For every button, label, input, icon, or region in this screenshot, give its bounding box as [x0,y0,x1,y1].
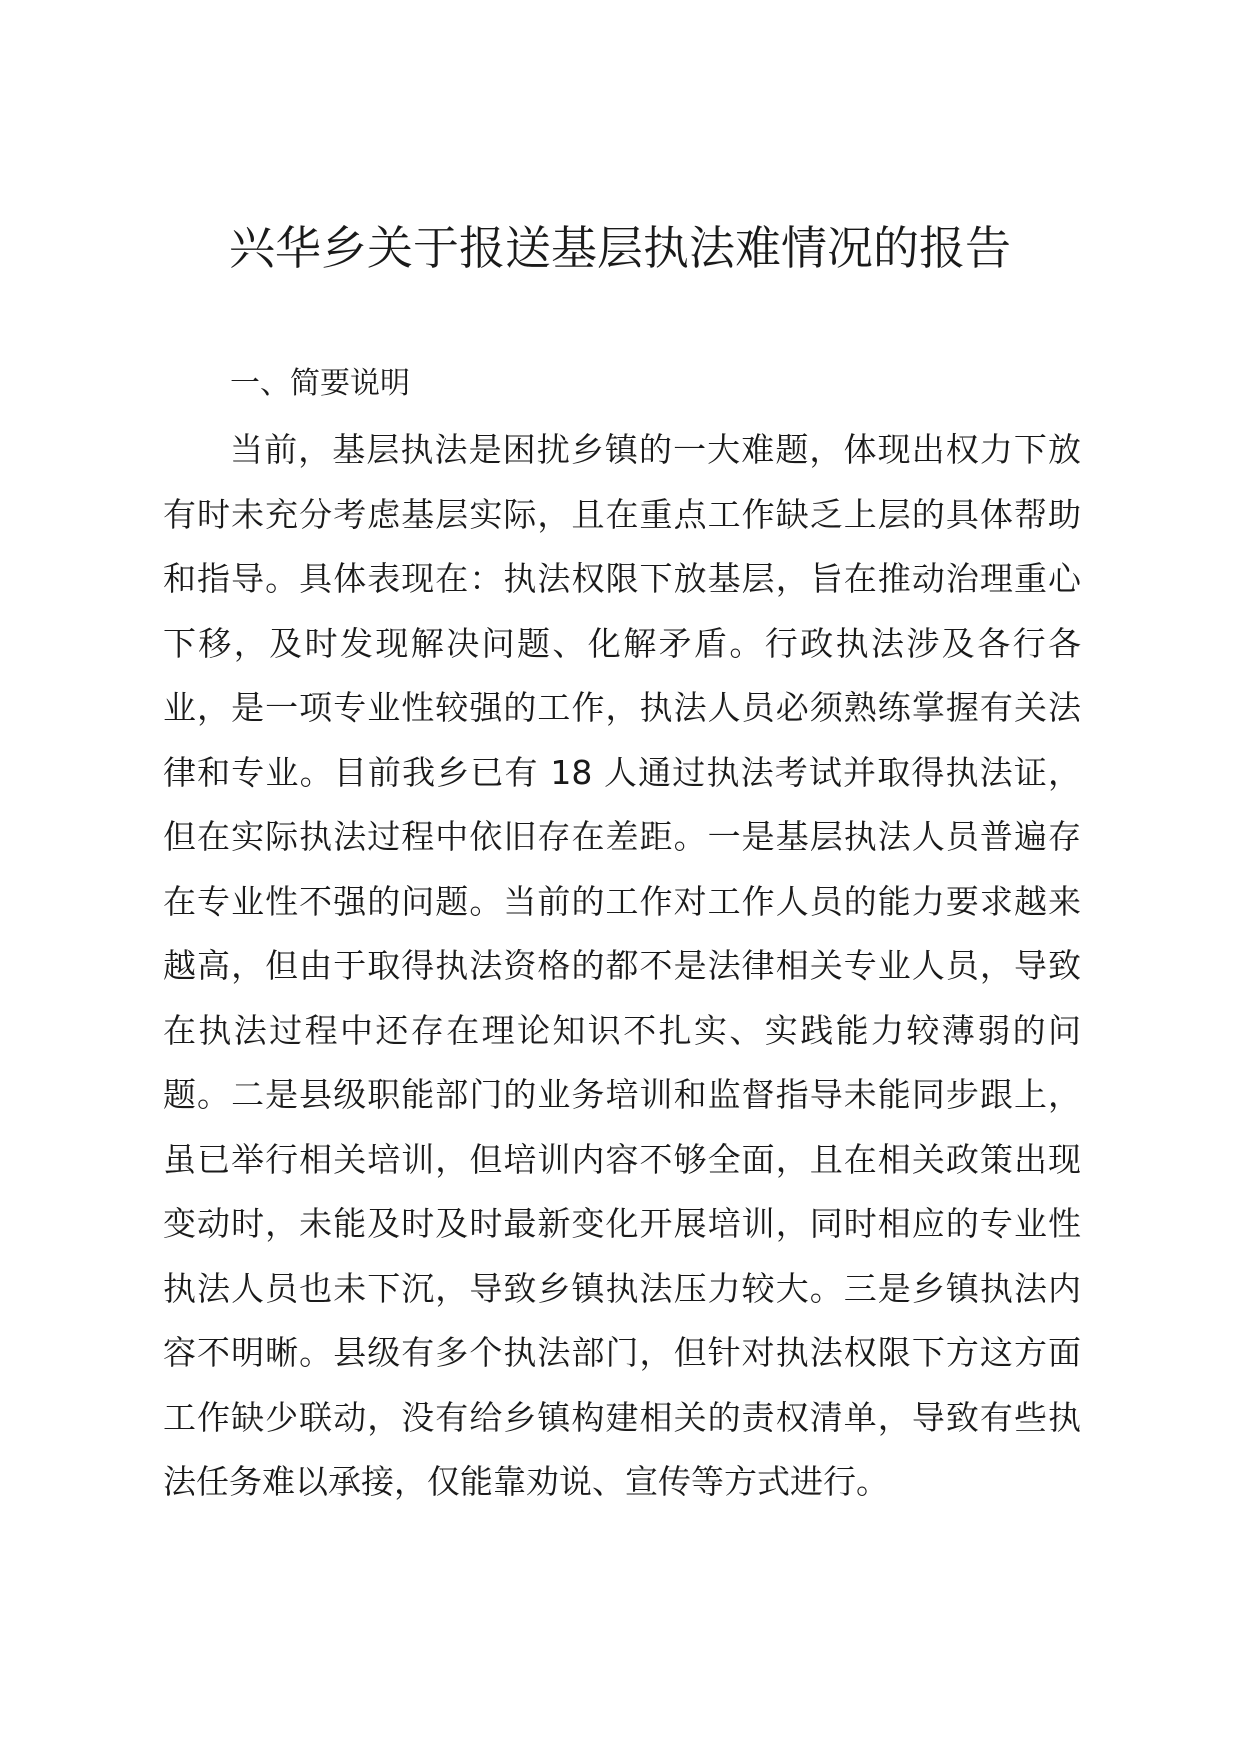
document-title: 兴华乡关于报送基层执法难情况的报告 [229,221,1011,275]
paragraph-line: 越高，但由于取得执法资格的都不是法律相关专业人员，导致 [163,946,1081,985]
paragraph-line: 在专业性不强的问题。当前的工作对工作人员的能力要求越来 [163,881,1081,921]
paragraph-line: 当前，基层执法是困扰乡镇的一大难题，体现出权力下放 [230,430,1081,469]
section-heading: 一、简要说明 [230,366,410,401]
paragraph-line: 业，是一项专业性较强的工作，执法人员必须熟练掌握有关法 [163,688,1081,727]
paragraph-line: 法任务难以承接，仅能靠劝说、宣传等方式进行。 [163,1462,889,1501]
paragraph-line: 容不明晰。县级有多个执法部门，但针对执法权限下方这方面 [163,1333,1081,1372]
paragraph-line: 下移，及时发现解决问题、化解矛盾。行政执法涉及各行各 [163,623,1081,663]
paragraph-line: 工作缺少联动，没有给乡镇构建相关的责权清单，导致有些执 [163,1397,1081,1437]
paragraph-line: 但在实际执法过程中依旧存在差距。一是基层执法人员普遍存 [163,817,1081,856]
paragraph-line: 律和专业。目前我乡已有 18 人通过执法考试并取得执法证， [163,752,1081,792]
paragraph-line: 执法人员也未下沉，导致乡镇执法压力较大。三是乡镇执法内 [163,1268,1081,1308]
body-paragraph [163,418,1081,1515]
paragraph-line: 虽已举行相关培训，但培训内容不够全面，且在相关政策出现 [163,1139,1081,1179]
paragraph-line: 题。二是县级职能部门的业务培训和监督指导未能同步跟上， [163,1075,1081,1114]
paragraph-line: 变动时，未能及时及时最新变化开展培训，同时相应的专业性 [163,1204,1081,1243]
paragraph-line: 在执法过程中还存在理论知识不扎实、实践能力较薄弱的问 [163,1010,1081,1050]
paragraph-line: 和指导。具体表现在：执法权限下放基层，旨在推动治理重心 [163,559,1081,598]
paragraph-line: 有时未充分考虑基层实际，且在重点工作缺乏上层的具体帮助 [163,494,1081,534]
